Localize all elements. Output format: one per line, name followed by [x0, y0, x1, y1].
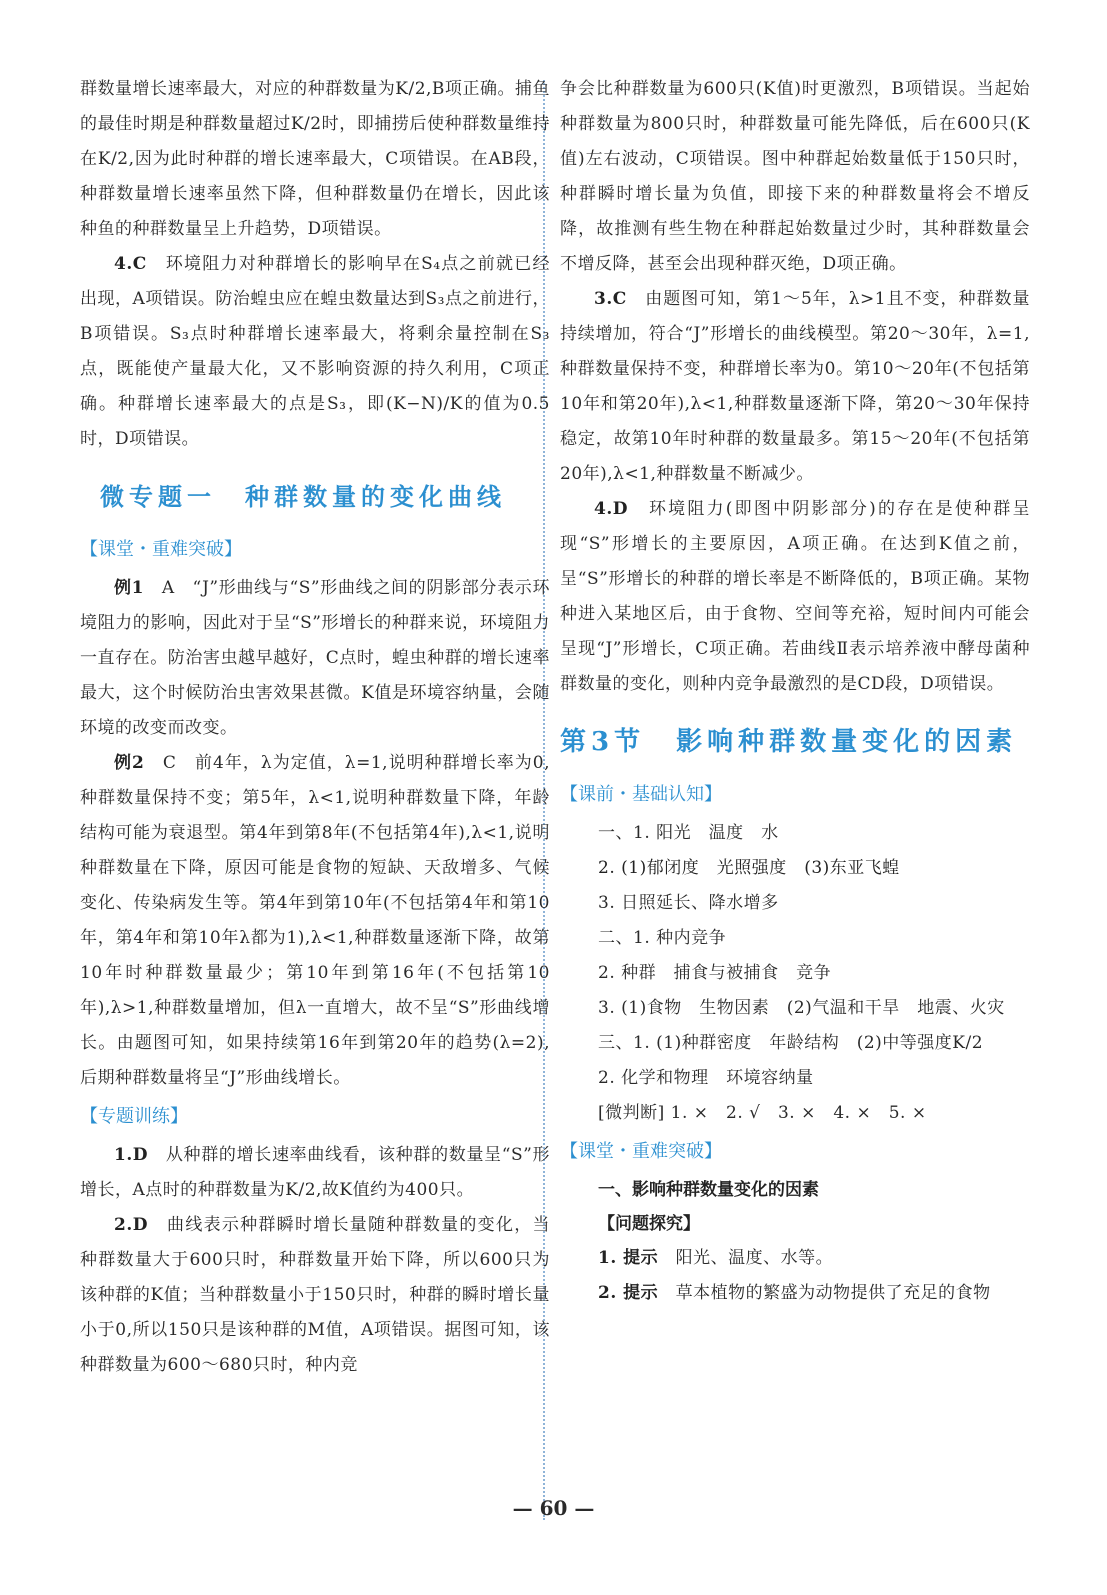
judgement-line: [微判断] 1. × 2. √ 3. × 4. × 5. × — [598, 1103, 927, 1123]
right-column — [560, 72, 1030, 1311]
hint-text: 阳光、温度、水等。 — [675, 1248, 834, 1268]
example-label: 例2 — [114, 753, 145, 773]
answer-text: 曲线表示种群瞬时增长量随种群数量的变化，当种群数量大于600只时，种群数量开始下降，所以600只为该种群的K值；当种群数量小于150只时，种群的瞬时增长量小于0,所以150只是该种群的M值，A项错误。据图可知，该种群数量为600～680只时，种内竞 — [80, 1215, 551, 1375]
example-2 — [80, 746, 550, 1096]
answer-line: 二、1. 种内竞争 — [598, 928, 727, 948]
hint-text: 草本植物的繁盛为动物提供了充足的食物 — [675, 1283, 991, 1303]
answer-line: 2. (1)郁闭度 光照强度 (3)东亚飞蝗 — [598, 858, 900, 878]
answer-number: 1.D — [114, 1145, 148, 1165]
answer-text: 环境阻力对种群增长的影响早在S₄点之前就已经出现，A项错误。防治蝗虫应在蝗虫数量达到S₃点之前进行，B项错误。S₃点时种群增长速率最大，将剩余量控制在S₃点，既能使产量最大化，又不影响资源的持久利用，C项正确。种群增长速率最大的点是S₃，即(K−N)/K的值为0.5时，D项错误。 — [80, 254, 550, 449]
answer-line: 三、1. (1)种群密度 年龄结构 (2)中等强度K/2 — [598, 1033, 984, 1053]
hint-1 — [560, 1241, 1030, 1276]
training-2 — [80, 1208, 550, 1383]
answer-line: 2. 种群 捕食与被捕食 竞争 — [598, 963, 832, 983]
answer-text: 由题图可知，第1～5年，λ>1且不变，种群数量持续增加，符合“J”形增长的曲线模型。第20～30年，λ=1,种群数量保持不变，种群增长率为0。第10～20年(不包括第10年和第20年),λ<1,种群数量逐渐下降，第20～30年保持稳定，故第10年时种群的数量最多。第15～20年(不包括第20年),λ<1,种群数量不断减少。 — [560, 289, 1031, 484]
section-title: 第3节 影响种群数量变化的因素 — [560, 727, 1018, 757]
section-heading: 【课堂・重难突破】 — [80, 539, 242, 560]
answer-line: 一、1. 阳光 温度 水 — [598, 823, 779, 843]
paragraph: 争会比种群数量为600只(K值)时更激烈，B项错误。当起始种群数量为800只时，种群数量可能先降低，后在600只(K值)左右波动，C项错误。图中种群起始数量低于150只时，种群瞬时增长量为负值，即接下来的种群数量将会不增反降，故推测有些生物在种群起始数量过少时，其种群数量会不增反降，甚至会出现种群灭绝，D项正确。 — [560, 79, 1030, 274]
answer-number: 4.D — [594, 499, 628, 519]
section-heading: 【课堂・重难突破】 — [560, 1141, 722, 1162]
answer-number: 2.D — [114, 1215, 148, 1235]
answer-number: 4.C — [114, 254, 147, 274]
example-1 — [80, 571, 550, 746]
subsection-title: 【问题探究】 — [598, 1214, 700, 1234]
left-column — [80, 72, 550, 1383]
page-number: — 60 — — [512, 1496, 595, 1520]
training-3 — [560, 282, 1030, 492]
answer-line: 3. (1)食物 生物因素 (2)气温和干旱 地震、火灾 — [598, 998, 1005, 1018]
answer-text: 从种群的增长速率曲线看，该种群的数量呈“S”形增长，A点时的种群数量为K/2,故K值约为400只。 — [80, 1145, 551, 1200]
answer-line: 2. 化学和物理 环境容纳量 — [598, 1068, 814, 1088]
topic-title: 微专题一 种群数量的变化曲线 — [100, 482, 506, 511]
section-heading: 【课前・基础认知】 — [560, 784, 722, 805]
paragraph: 群数量增长速率最大，对应的种群数量为K/2,B项正确。捕鱼的最佳时期是种群数量超过K/2时，即捕捞后使种群数量维持在K/2,因为此时种群的增长速率最大，C项错误。在AB段，种群数量增长速率虽然下降，但种群数量仍在增长，因此该种鱼的种群数量呈上升趋势，D项错误。 — [80, 79, 550, 239]
answer-line: 3. 日照延长、降水增多 — [598, 893, 779, 913]
answer-4 — [80, 247, 550, 457]
training-4 — [560, 492, 1030, 702]
training-1 — [80, 1138, 550, 1208]
example-text: A “J”形曲线与“S”形曲线之间的阴影部分表示环境阻力的影响，因此对于呈“S”形增长的种群来说，环境阻力一直存在。防治害虫越早越好，C点时，蝗虫种群的增长速率最大，这个时候防治虫害效果甚微。K值是环境容纳量，会随环境的改变而改变。 — [80, 578, 550, 738]
answer-number: 3.C — [594, 289, 627, 309]
example-text: C 前4年，λ为定值，λ=1,说明种群增长率为0,种群数量保持不变；第5年，λ<1,说明种群数量下降，年龄结构可能为衰退型。第4年到第8年(不包括第4年),λ<1,说明种群数量在下降，原因可能是食物的短缺、天敌增多、气候变化、传染病发生等。第4年到第10年(不包括第4年和第10年，第4年和第10年λ都为1),λ<1,种群数量逐渐下降，故第10年时种群数量最少；第10年到第16年(不包括第10年),λ>1,种群数量增加，但λ一直增大，故不呈“S”形曲线增长。由题图可知，如果持续第16年到第20年的趋势(λ=2),后期种群数量将呈“J”形曲线增长。 — [80, 753, 550, 1088]
hint-2 — [560, 1276, 1030, 1311]
answer-text: 环境阻力(即图中阴影部分)的存在是使种群呈现“S”形增长的主要原因，A项正确。在达到K值之前，呈“S”形增长的种群的增长率是不断降低的，B项正确。某物种进入某地区后，由于食物、空间等充裕，短时间内可能会呈现“J”形增长，C项正确。若曲线Ⅱ表示培养液中酵母菌种群数量的变化，则种内竞争最激烈的是CD段，D项错误。 — [560, 499, 1031, 694]
example-label: 例1 — [114, 578, 145, 598]
hint-label: 2. 提示 — [598, 1283, 659, 1303]
subsection-title: 一、影响种群数量变化的因素 — [598, 1180, 819, 1200]
section-heading: 【专题训练】 — [80, 1106, 188, 1127]
hint-label: 1. 提示 — [598, 1248, 659, 1268]
